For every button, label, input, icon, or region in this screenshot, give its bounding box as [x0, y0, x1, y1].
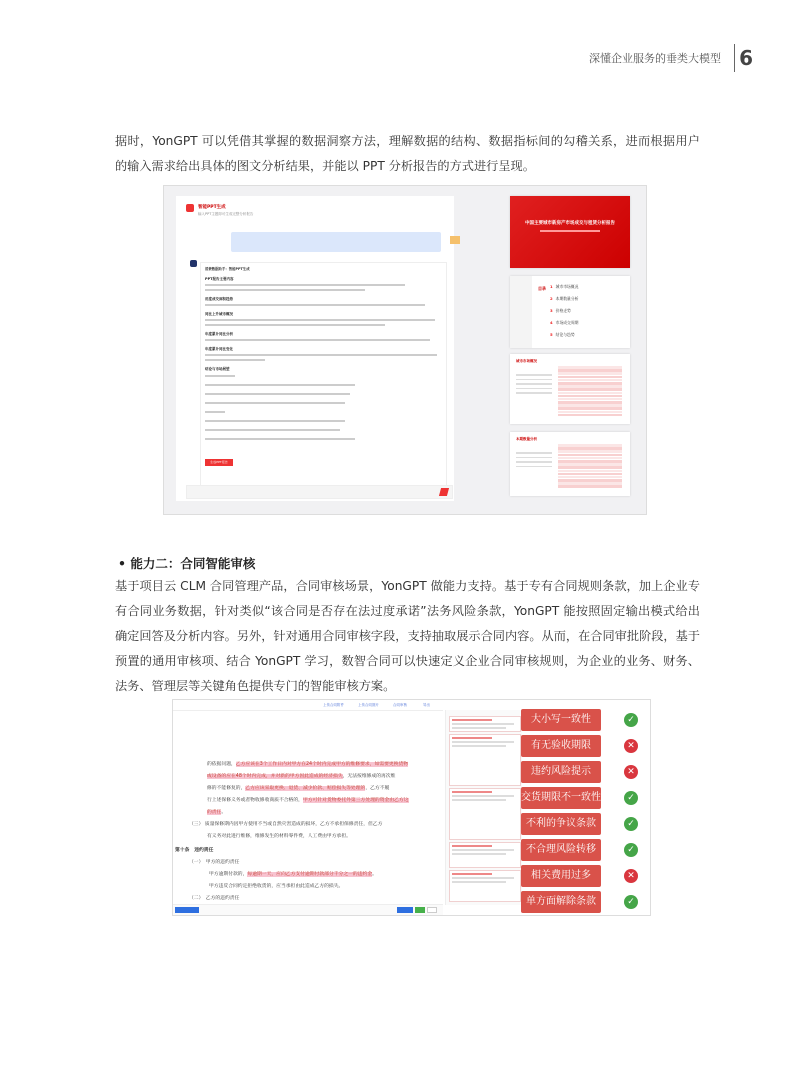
audit-item-pill: 交货期限不一致性: [521, 787, 601, 809]
text-line: [205, 438, 355, 440]
answer-section: PPT报告主要内容: [205, 277, 234, 281]
text-line: [205, 359, 265, 361]
chat-panel: [176, 196, 454, 501]
answer-card: [200, 262, 447, 486]
doc-line: 第十条 违约责任: [175, 848, 214, 853]
intro-paragraph: 据时，YonGPT 可以凭借其掌握的数据洞察方法，理解数据的结构、数据指标间的勾稽关系，进而根据用户的输入需求给出具体的图文分析结果，并能以 PPT 分析报告的方式进行呈现。: [115, 134, 700, 173]
ppt-generation-screenshot: [163, 185, 647, 515]
chat-subtitle: 输入PPT主题即可生成完整分析报告: [198, 212, 254, 216]
toc-item: 4 市场成交周期: [550, 320, 579, 325]
doc-line: 有义务对此进行维修，维修发生的材料零件费，人工费由甲方承担。: [207, 834, 351, 839]
review-card[interactable]: [449, 788, 521, 840]
fail-cross-icon: ✕: [624, 739, 638, 753]
approve-button[interactable]: [415, 907, 425, 913]
toolbar-upload-image[interactable]: 上传合同图片: [358, 703, 379, 707]
answer-section: 用度成交面积趋势: [205, 297, 233, 301]
doc-line: 的依据问题，乙方应该在3个工作日内对甲方在24个时内完成甲方的维修要求，如需要更换货物: [207, 762, 409, 767]
text-line: [205, 324, 385, 326]
slide-table-2: [510, 432, 630, 496]
audit-item-pill: 相关费用过多: [521, 865, 601, 887]
answer-label: 消费数据助手：智能PPT生成: [205, 267, 250, 271]
review-card[interactable]: [449, 716, 521, 732]
slide-cover-title: 中国主要城市新房产市场成交与租赁分析报告: [525, 221, 615, 226]
pass-check-icon: ✓: [624, 895, 638, 909]
toc-item: 5 结论与趋势: [550, 332, 575, 337]
answer-section: 年度累计同比分析: [205, 332, 233, 336]
fail-cross-icon: ✕: [624, 765, 638, 779]
generate-ppt-button[interactable]: 生成PPT报告: [205, 459, 233, 466]
doc-line: 修的不能修复的，乙方应该采取更换、退货、减少价款、赔偿损失等处理的，乙方不履: [207, 786, 390, 791]
audit-item-pill: 大小写一致性: [521, 709, 601, 731]
audit-item-pill: 不利的争议条款: [521, 813, 601, 835]
doc-line: 或设备的应在48个时内完成，并对新的甲方因此造成的经济损失，无法按维修成的再次维: [207, 774, 396, 779]
bot-avatar-icon: [190, 260, 197, 267]
text-line: [205, 402, 345, 404]
doc-line: 甲方逾期付款的，每逾期一天，应向乙方支付逾期付款部分千分之一的违约金。: [209, 872, 377, 877]
doc-line: （三） 质量保修期内因甲方使用不当或自然灾害造成的损坏，乙方不承担保修责任，但乙方: [189, 822, 383, 827]
slide-toc: [510, 276, 630, 348]
text-line: [205, 339, 430, 341]
toolbar-review[interactable]: 合同审核: [393, 703, 407, 707]
doc-line: 行上述保修义务或者物收修收商质不合格的，甲方可针对货物委托外第三方处理的资金由乙方这: [207, 798, 409, 803]
toc-item: 2 本期数量分析: [550, 296, 579, 301]
header-title: 深懂企业服务的垂类大模型: [589, 52, 721, 65]
slide-3-title: 城市市场概况: [516, 359, 537, 363]
slide-data-table: [558, 366, 622, 417]
contract-review-screenshot: [172, 699, 651, 916]
doc-toolbar: [173, 700, 443, 711]
app-icon: [186, 204, 194, 212]
slide-text-block: [516, 452, 552, 470]
slide-toc-sidebar: [510, 276, 532, 348]
section-heading: • 能力二：合同智能审核: [118, 556, 256, 571]
answer-section: 结论与市场展望: [205, 367, 230, 371]
answer-section: 同比上升城市概况: [205, 312, 233, 316]
review-card[interactable]: [449, 870, 521, 902]
text-line: [205, 384, 355, 386]
pass-check-icon: ✓: [624, 713, 638, 727]
review-results-panel: [445, 710, 522, 905]
user-avatar: [450, 236, 460, 244]
audit-item-pill: 单方面解除条款: [521, 891, 601, 913]
slide-data-table: [558, 444, 622, 489]
contract-document-pane: [173, 700, 443, 915]
page-number: 6: [739, 46, 753, 70]
audit-item-pill: 违约风险提示: [521, 761, 601, 783]
doc-line: （二） 乙方的违约责任: [189, 896, 240, 901]
slide-toc-label: 目录: [538, 286, 546, 291]
chat-title: 智能PPT生成: [198, 205, 226, 210]
fail-cross-icon: ✕: [624, 869, 638, 883]
slide-cover-subtitle-bar: [540, 230, 600, 232]
text-line: [205, 354, 437, 356]
submit-button[interactable]: [397, 907, 413, 913]
text-line: [205, 289, 365, 291]
text-line: [205, 375, 235, 377]
close-button[interactable]: [427, 907, 437, 913]
user-message-bubble: [231, 232, 441, 252]
pass-check-icon: ✓: [624, 817, 638, 831]
slide-4-title: 本期数量分析: [516, 437, 537, 441]
review-card[interactable]: [449, 734, 521, 786]
audit-item-pill: 有无验收期限: [521, 735, 601, 757]
body-paragraph: 基于项目云 CLM 合同管理产品，合同审核场景，YonGPT 做能力支持。基于专有合同规则条款，加上企业专有合同业务数据，针对类似“该合同是否存在法过度承诺”法务风险条款，YonGPT 能按照固定输出模式给出确定回答及分析内容。另外，针对通用合同审核字段，支持抽取展示合同内容。从而，在合同审批阶段，基于预置的通用审核项、结合 YonGPT 学习，数智合同可以快速定义企业合同审核规则，为企业的业务、财务、法务、管理层等关键角色提供专门的智能审核方案。: [115, 579, 700, 693]
slide-text-block: [516, 374, 552, 397]
doc-line: 的责任。: [207, 810, 227, 815]
text-line: [205, 393, 350, 395]
doc-line: 甲方违反合同约定拒绝收货的，应当承担由此造成乙方的损失。: [209, 884, 344, 889]
text-line: [205, 429, 340, 431]
text-line: [205, 284, 405, 286]
header-divider: [734, 44, 735, 72]
text-line: [205, 420, 345, 422]
toc-item: 1 城市市场概况: [550, 284, 579, 289]
pass-check-icon: ✓: [624, 791, 638, 805]
slide-cover: [510, 196, 630, 268]
review-card[interactable]: [449, 842, 521, 868]
doc-line: （一） 甲方的违约责任: [189, 860, 240, 865]
text-line: [205, 411, 225, 413]
text-line: [205, 319, 435, 321]
audit-item-pill: 不合理风险转移: [521, 839, 601, 861]
back-button[interactable]: [175, 907, 199, 913]
pass-check-icon: ✓: [624, 843, 638, 857]
toolbar-export[interactable]: 导出: [423, 703, 430, 707]
slide-table-1: [510, 354, 630, 424]
toc-item: 3 价格走势: [550, 308, 571, 313]
chat-input[interactable]: [186, 485, 453, 499]
text-line: [205, 304, 425, 306]
answer-section: 年度累计同比变化: [205, 347, 233, 351]
doc-bottom-bar: [173, 904, 443, 915]
audit-items: [521, 709, 635, 907]
toolbar-upload-attachment[interactable]: 上传合同附件: [323, 703, 344, 707]
